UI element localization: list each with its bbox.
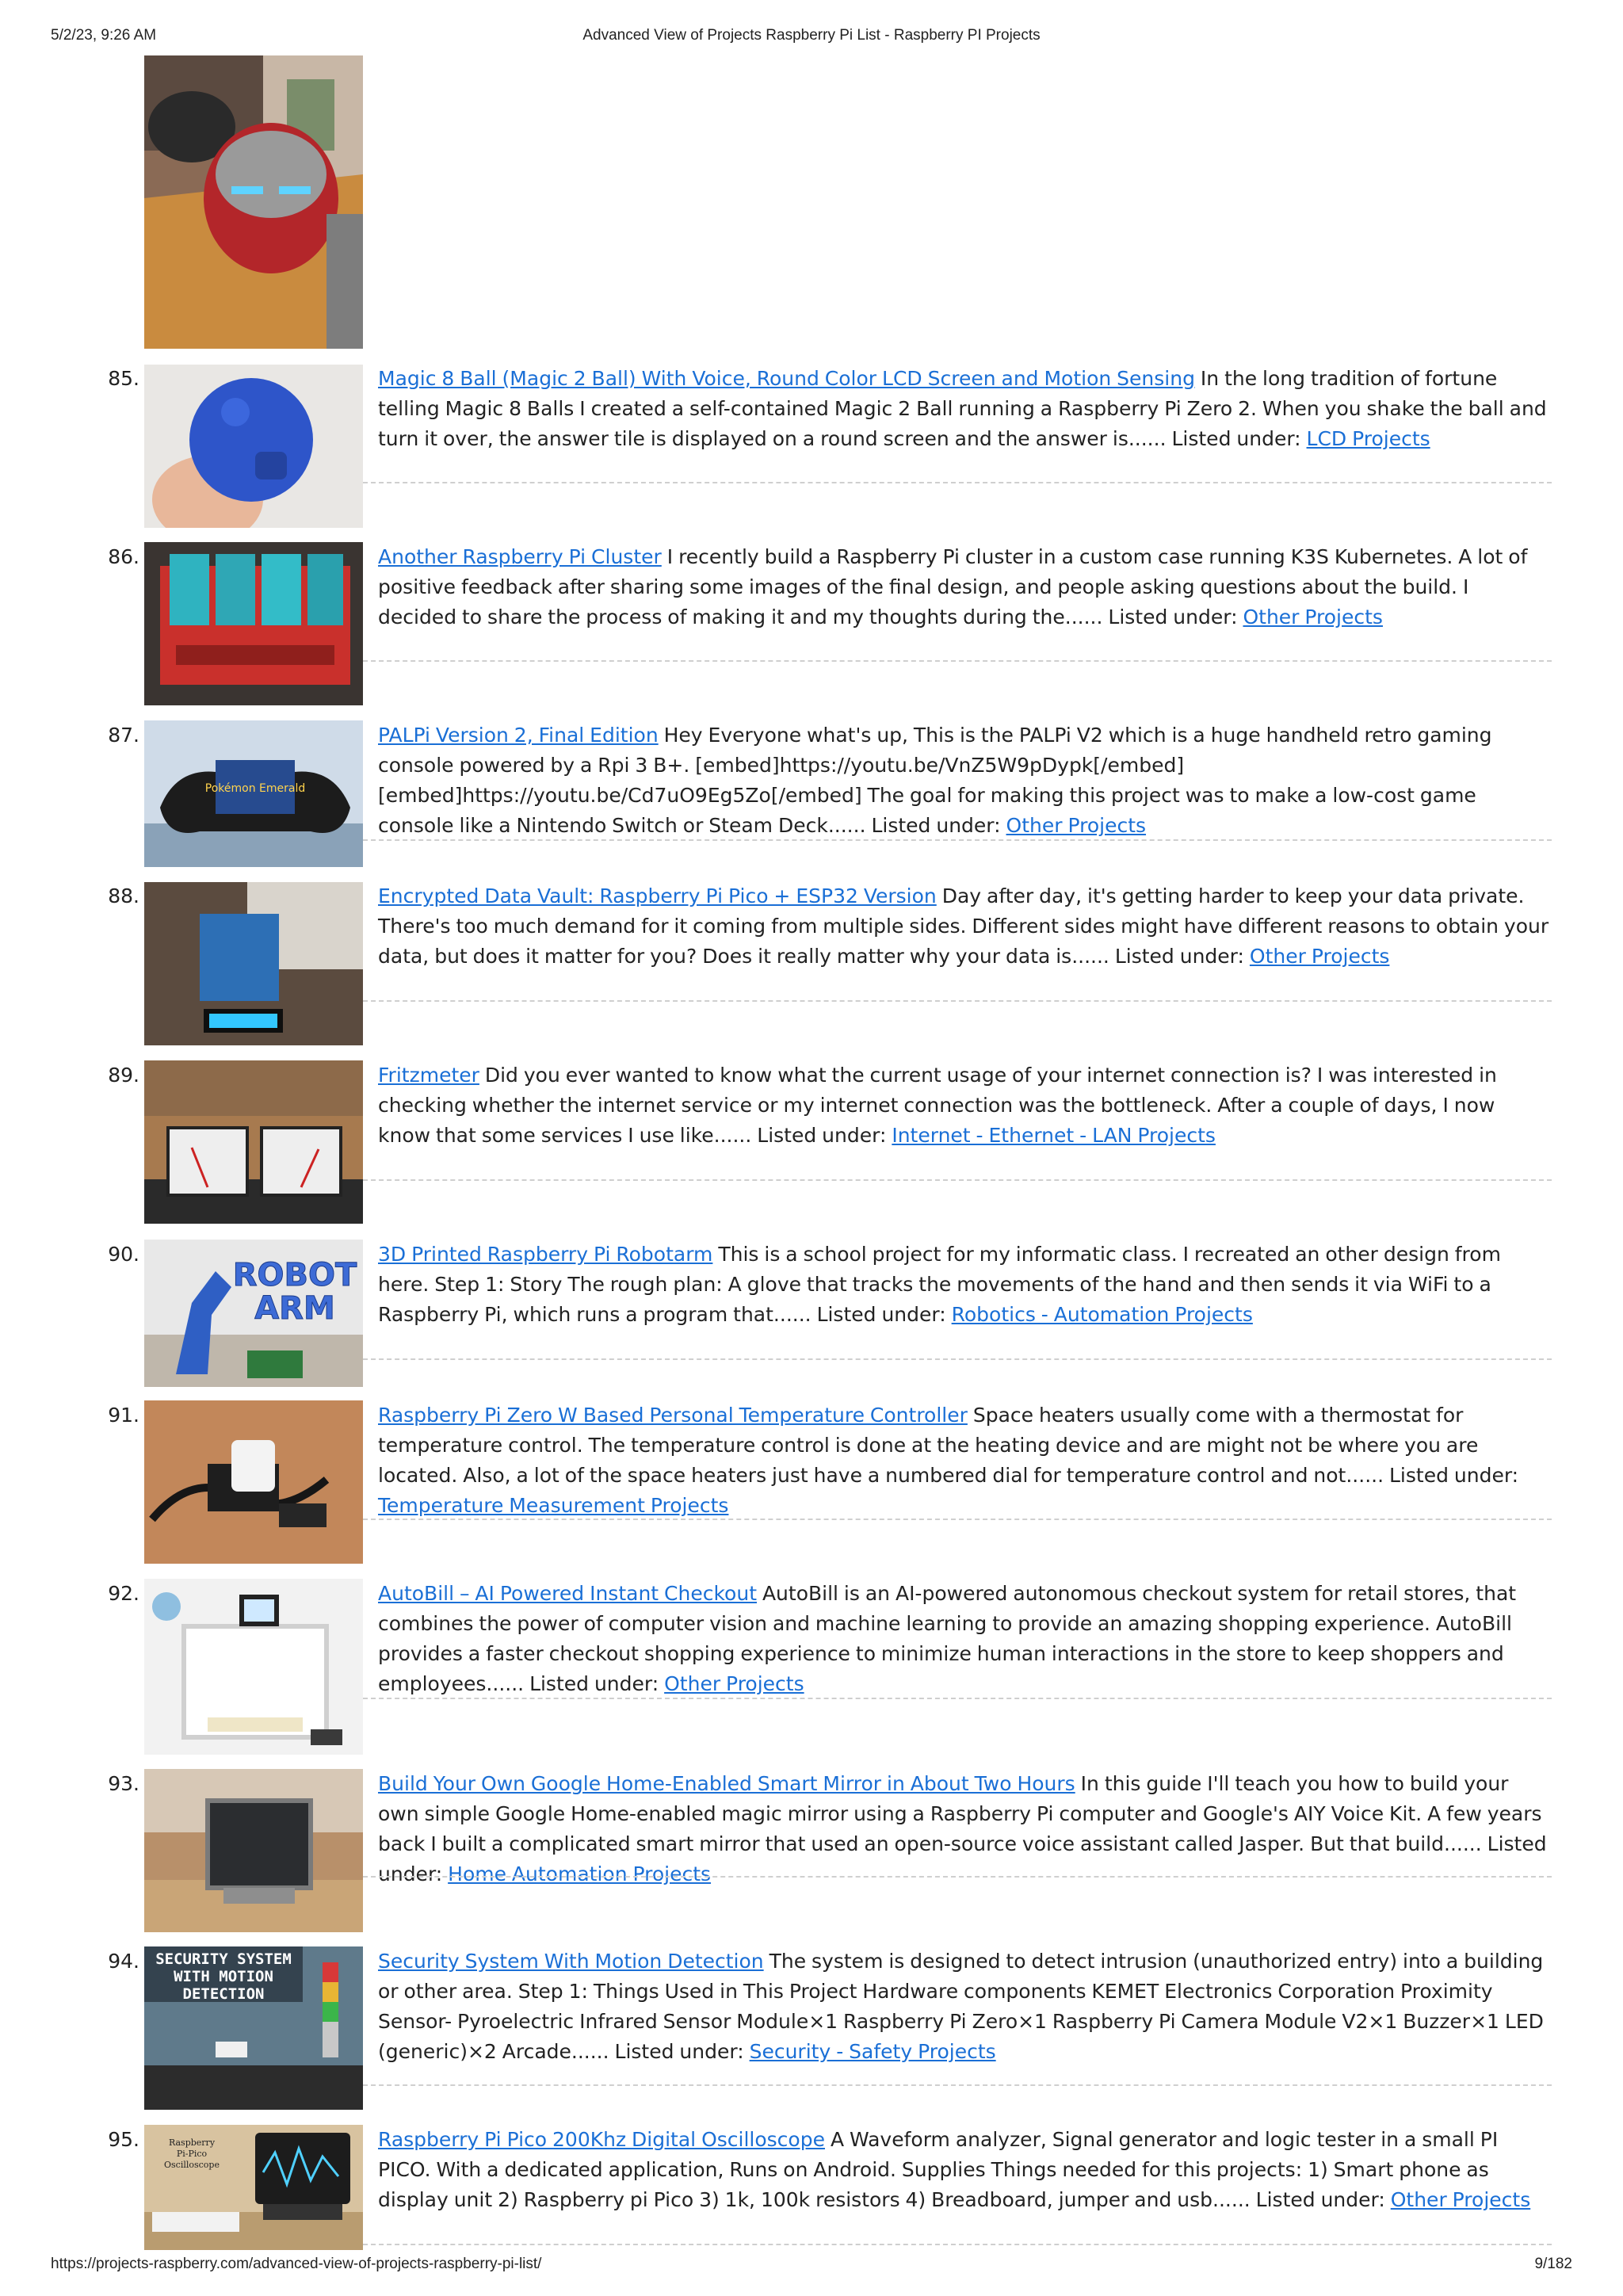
print-datetime: 5/2/23, 9:26 AM — [51, 27, 157, 44]
security-system-image — [144, 1946, 363, 2110]
item-thumbnail[interactable] — [144, 2125, 363, 2250]
item-thumbnail[interactable] — [144, 365, 363, 528]
item-description: A Waveform analyzer, Signal generator and logic tester in a small PI PICO. With a dedicated application, Runs on Android. Supplies Things needed for this projects: 1) Smart phone as display unit 2) Raspberry pi Pico 3) 1k, 100k resistors 4) Breadboard, jumper and usb...... — [378, 2128, 1499, 2211]
item-title-link[interactable]: Raspberry Pi Zero W Based Personal Temperature Controller — [378, 1404, 968, 1427]
item-title-link[interactable]: Magic 8 Ball (Magic 2 Ball) With Voice, Round Color LCD Screen and Motion Sensing — [378, 367, 1195, 390]
fritzmeter-image — [144, 1060, 363, 1224]
item-separator — [363, 1876, 1552, 1878]
item-number: 94. — [108, 1950, 139, 1973]
palpi-console-image — [144, 720, 363, 867]
item-title-link[interactable]: Fritzmeter — [378, 1064, 479, 1087]
listed-under-label: Listed under: — [614, 2040, 744, 2063]
item-description: Did you ever wanted to know what the current usage of your internet connection is? I was interested in checking whether the internet service or my internet connection was the bottleneck. After a couple of days, I now know that some services I use like...... — [378, 1064, 1497, 1147]
item-body — [378, 1946, 1552, 2067]
item-separator — [363, 1000, 1552, 1002]
data-vault-image — [144, 882, 363, 1045]
listed-under-label: Listed under: — [1389, 1464, 1519, 1487]
item-body — [378, 1060, 1552, 1151]
item-body — [378, 1579, 1552, 1699]
item-category-link[interactable]: Temperature Measurement Projects — [378, 1494, 729, 1517]
item-category-link[interactable]: Other Projects — [1006, 814, 1147, 837]
item-title-link[interactable]: 3D Printed Raspberry Pi Robotarm — [378, 1243, 713, 1266]
item-body — [378, 1240, 1552, 1330]
scope-label-line1: Raspberry — [168, 2137, 216, 2148]
item-number: 93. — [108, 1772, 139, 1795]
item-thumbnail[interactable] — [144, 720, 363, 867]
item-category-link[interactable]: Other Projects — [1243, 606, 1383, 628]
item-number: 89. — [108, 1064, 139, 1087]
item-body — [378, 364, 1552, 454]
item-body — [378, 1769, 1552, 1889]
item-separator — [363, 839, 1552, 841]
palpi-screen-text: Pokémon Emerald — [204, 782, 306, 795]
item-title-link[interactable]: Another Raspberry Pi Cluster — [378, 545, 662, 568]
item-number: 92. — [108, 1582, 139, 1605]
item-separator — [363, 1698, 1552, 1699]
item-number: 86. — [108, 545, 139, 568]
security-title-line1: SECURITY SYSTEM — [155, 1950, 292, 1968]
item-84-thumbnail[interactable] — [144, 55, 363, 349]
item-category-link[interactable]: Internet - Ethernet - LAN Projects — [892, 1124, 1216, 1147]
item-separator — [363, 1358, 1552, 1360]
item-separator — [363, 1519, 1552, 1520]
scope-label-line3: Oscilloscope — [164, 2160, 220, 2170]
listed-under-label: Listed under: — [1171, 427, 1301, 450]
item-thumbnail[interactable] — [144, 1946, 363, 2110]
robot-arm-title-line2: ARM — [254, 1290, 335, 1327]
print-page-number: 9/182 — [1534, 2256, 1572, 2272]
item-category-link[interactable]: Other Projects — [664, 1672, 804, 1695]
listed-under-label: Listed under: — [757, 1124, 887, 1147]
item-category-link[interactable]: Other Projects — [1249, 945, 1390, 968]
item-separator — [363, 2244, 1552, 2245]
item-category-link[interactable]: Home Automation Projects — [448, 1862, 712, 1885]
listed-under-label: Listed under: — [1108, 606, 1238, 628]
listed-under-label: Listed under: — [816, 1303, 946, 1326]
item-category-link[interactable]: Robotics - Automation Projects — [951, 1303, 1253, 1326]
security-title-line2: WITH MOTION — [174, 1968, 273, 1985]
item-description: AutoBill is an AI-powered autonomous checkout system for retail stores, that combines the power of computer vision and machine learning to provide an amazing shopping experience. AutoBill provides a faster checkout shopping experience to minimize human interactions in the store to keep shoppers and employees...... — [378, 1582, 1517, 1695]
item-thumbnail[interactable] — [144, 1060, 363, 1224]
item-body — [378, 720, 1552, 841]
robot-arm-title-line1: ROBOT — [232, 1257, 357, 1293]
item-thumbnail[interactable] — [144, 1240, 363, 1387]
item-title-link[interactable]: Build Your Own Google Home-Enabled Smart Mirror in About Two Hours — [378, 1772, 1075, 1795]
item-number: 87. — [108, 724, 139, 747]
pi-cluster-image — [144, 542, 363, 705]
item-separator — [363, 1179, 1552, 1181]
item-description: Hey Everyone what's up, This is the PALPi V2 which is a huge handheld retro gaming console powered by a Rpi 3 B+. [embed]https://youtu.be/VnZ5W9pDypk[/embed] [embed]https://youtu.be/Cd7uO9Eg5Zo[/embed] The goal for making this project was to make a low-cost game console like a Nintendo Switch or Steam Deck...... — [378, 724, 1492, 837]
item-body — [378, 2125, 1552, 2215]
listed-under-label: Listed under: — [871, 814, 1001, 837]
item-number: 95. — [108, 2128, 139, 2151]
item-thumbnail[interactable] — [144, 1579, 363, 1755]
security-title-line3: DETECTION — [182, 1985, 265, 2003]
item-category-link[interactable]: Security - Safety Projects — [749, 2040, 996, 2063]
item-number: 88. — [108, 884, 139, 907]
item-number: 91. — [108, 1404, 139, 1427]
item-number: 90. — [108, 1243, 139, 1266]
magic-ball-image — [144, 365, 363, 528]
item-description: The system is designed to detect intrusion (unauthorized entry) into a building or other area. Step 1: Things Used in This Project Hardware components KEMET Electronics Corporation Proximity Sensor- Pyroelectric Infrared Sensor Module×1 Raspberry Pi Zero×1 Raspberry Pi Camera Module V2×1 Buzzer×1 LED (generic)×2 Arcade...... — [378, 1950, 1544, 2063]
item-description: I recently build a Raspberry Pi cluster in a custom case running K3S Kubernetes. A lot of positive feedback after sharing some images of the final design, and people asking questions about the build. I decided to share the process of making it and my thoughts during the...... — [378, 545, 1528, 628]
item-title-link[interactable]: AutoBill – AI Powered Instant Checkout — [378, 1582, 757, 1605]
robot-arm-image — [144, 1240, 363, 1387]
temperature-controller-image — [144, 1400, 363, 1564]
listed-under-label: Listed under: — [378, 1832, 1547, 1885]
item-description: In this guide I'll teach you how to build your own simple Google Home-enabled magic mirror using a Raspberry Pi computer and Google's AIY Voice Kit. A few years back I built a complicated smart mirror that used an open-source voice assistant called Jasper. But that build...... — [378, 1772, 1542, 1855]
item-title-link[interactable]: Security System With Motion Detection — [378, 1950, 764, 1973]
item-description: Space heaters usually come with a thermostat for temperature control. The temperature control is done at the heating device and are might not be where you are located. Also, a lot of the space heaters just have a numbered dial for temperature control and not...... — [378, 1404, 1479, 1487]
item-separator — [363, 2084, 1552, 2086]
item-thumbnail[interactable] — [144, 1769, 363, 1932]
item-thumbnail[interactable] — [144, 542, 363, 705]
item-title-link[interactable]: Encrypted Data Vault: Raspberry Pi Pico + ESP32 Version — [378, 884, 937, 907]
print-url: https://projects-raspberry.com/advanced-view-of-projects-raspberry-pi-list/ — [51, 2256, 542, 2272]
item-thumbnail[interactable] — [144, 1400, 363, 1564]
item-description: This is a school project for my informatic class. I recreated an other design from here. Step 1: Story The rough plan: A glove that tracks the movements of the hand and then sends it via WiFi to a Raspberry Pi, which runs a program that...... — [378, 1243, 1501, 1326]
item-separator — [363, 482, 1552, 483]
print-header — [51, 27, 1572, 51]
smart-mirror-image — [144, 1769, 363, 1932]
item-body — [378, 1400, 1552, 1521]
item-body — [378, 542, 1552, 632]
item-description: Day after day, it's getting harder to keep your data private. There's too much demand for it coming from multiple sides. Different sides might have different reasons to obtain your data, but does it matter for you? Does it really matter why your data is...... — [378, 884, 1549, 968]
item-title-link[interactable]: PALPi Version 2, Final Edition — [378, 724, 659, 747]
item-thumbnail[interactable] — [144, 882, 363, 1045]
print-page-title: Advanced View of Projects Raspberry Pi List - Raspberry PI Projects — [582, 27, 1041, 44]
listed-under-label: Listed under: — [1114, 945, 1244, 968]
iron-man-helmet-image — [144, 55, 363, 349]
print-footer — [51, 2256, 1572, 2279]
listed-under-label: Listed under: — [529, 1672, 659, 1695]
item-number: 85. — [108, 367, 139, 390]
item-description: In the long tradition of fortune telling Magic 8 Balls I created a self-contained Magic 2 Ball running a Raspberry Pi Zero 2. When you shake the ball and turn it over, the answer tile is displayed on a round screen and the answer is...... — [378, 367, 1547, 450]
item-body — [378, 881, 1552, 972]
item-title-link[interactable]: Raspberry Pi Pico 200Khz Digital Oscilloscope — [378, 2128, 825, 2151]
listed-under-label: Listed under: — [1255, 2188, 1385, 2211]
oscilloscope-image — [144, 2125, 363, 2250]
item-category-link[interactable]: Other Projects — [1390, 2188, 1531, 2211]
autobill-image — [144, 1579, 363, 1755]
scope-label-line2: Pi-Pico — [176, 2149, 208, 2159]
item-category-link[interactable]: LCD Projects — [1306, 427, 1430, 450]
item-separator — [363, 660, 1552, 662]
